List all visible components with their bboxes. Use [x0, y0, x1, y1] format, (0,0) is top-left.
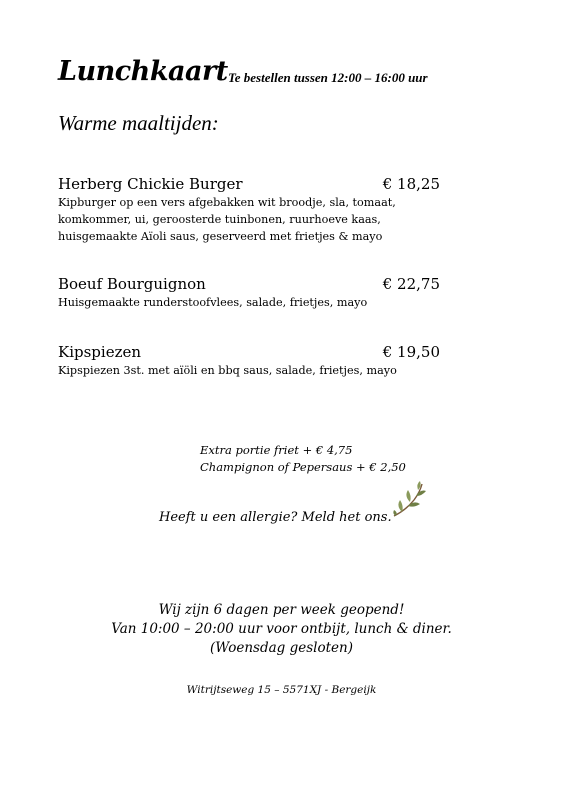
- item-price: € 18,25: [382, 175, 440, 193]
- extra-item: Extra portie friet + € 4,75: [200, 443, 353, 457]
- leaf-sprig-icon: [392, 480, 428, 520]
- address: Witrijtseweg 15 – 5571XJ - Bergeijk: [186, 684, 377, 696]
- page-title: Lunchkaart: [58, 56, 228, 87]
- menu-item: [58, 274, 448, 311]
- item-name: Kipspiezen: [58, 343, 142, 361]
- order-hours: Te bestellen tussen 12:00 – 16:00 uur: [228, 70, 428, 85]
- item-price: € 22,75: [382, 275, 440, 293]
- extra-item: Champignon of Pepersaus + € 2,50: [200, 460, 406, 474]
- item-name: Herberg Chickie Burger: [58, 175, 243, 193]
- item-description: Huisgemaakte runderstoofvlees, salade, frietjes, mayo: [58, 296, 368, 309]
- menu-item: [58, 342, 448, 379]
- allergy-note: Heeft u een allergie? Meld het ons.: [159, 510, 392, 525]
- extras-list: [200, 442, 406, 476]
- section-title: Warme maaltijden:: [58, 111, 219, 135]
- item-price: € 19,50: [382, 343, 440, 361]
- item-name: Boeuf Bourguignon: [58, 275, 206, 293]
- item-description: Kipspiezen 3st. met aïöli en bbq saus, salade, frietjes, mayo: [58, 364, 397, 377]
- item-description: Kipburger op een vers afgebakken wit broodje, sla, tomaat, komkommer, ui, geroosterde tuinbonen, ruurhoeve kaas, huisgemaakte Aïoli saus, geserveerd met frietjes & mayo: [58, 196, 396, 243]
- menu-item: [58, 174, 448, 245]
- opening-info: Wij zijn 6 dagen per week geopend! Van 10:00 – 20:00 uur voor ontbijt, lunch & diner. (Woensdag gesloten): [111, 602, 452, 656]
